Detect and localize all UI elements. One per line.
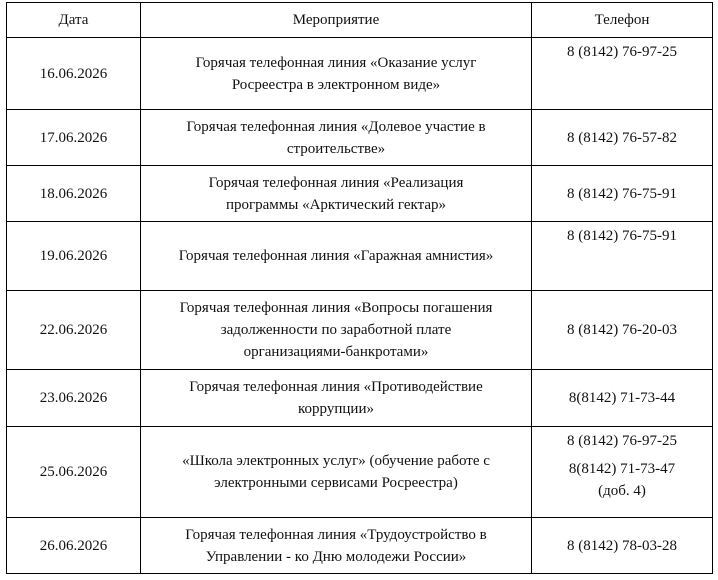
phone-cell <box>532 518 713 574</box>
date-cell: 22.06.2026 <box>7 291 141 370</box>
phone-cell <box>532 166 713 222</box>
date-cell: 17.06.2026 <box>7 110 141 166</box>
event-line: задолженности по заработной плате <box>220 322 452 338</box>
header-event: Мероприятие <box>141 3 532 38</box>
event-line: Горячая телефонная линия «Гаражная амнистия» <box>178 248 494 264</box>
header-phone: Телефон <box>532 3 713 38</box>
header-date: Дата <box>7 3 141 38</box>
event-line: «Школа электронных услуг» (обучение работе с <box>182 453 490 469</box>
table-row <box>7 166 713 222</box>
table-row <box>7 110 713 166</box>
phone-number: 8 (8142) 76-57-82 <box>567 129 677 146</box>
phone-cell <box>532 427 713 518</box>
event-cell <box>141 370 532 427</box>
event-line: Горячая телефонная линия «Реализация <box>208 174 464 191</box>
phone-number: 8(8142) 71-73-47 <box>568 461 676 477</box>
event-line: Горячая телефонная линия «Оказание услуг <box>195 54 477 71</box>
event-line: Горячая телефонная линия «Трудоустройство в <box>185 526 487 543</box>
phone-number: 8(8142) 71-73-44 <box>568 390 676 406</box>
phone-number: 8 (8142) 76-97-25 <box>567 44 677 60</box>
date-cell: 16.06.2026 <box>7 38 141 110</box>
table-row <box>7 38 713 110</box>
table-row <box>7 291 713 370</box>
phone-number: 8 (8142) 76-75-91 <box>567 228 677 244</box>
table-row <box>7 518 713 574</box>
phone-extension: (доб. 4) <box>598 483 646 499</box>
event-cell <box>141 222 532 291</box>
table-row <box>7 427 713 518</box>
event-line: Горячая телефонная линия «Вопросы погашения <box>179 300 493 316</box>
table-header-row <box>7 3 713 38</box>
table-row <box>7 370 713 427</box>
event-line: Горячая телефонная линия «Противодействие <box>189 379 483 395</box>
phone-cell <box>532 222 713 291</box>
event-line: организациями-банкротами» <box>243 344 429 360</box>
table-row <box>7 222 713 291</box>
event-line: программы «Арктический гектар» <box>225 196 447 213</box>
event-cell <box>141 518 532 574</box>
events-table <box>6 2 713 574</box>
phone-cell <box>532 370 713 427</box>
phone-number: 8 (8142) 76-20-03 <box>567 322 677 338</box>
event-line: Росреестра в электронном виде» <box>231 76 441 93</box>
event-line: Горячая телефонная линия «Долевое участие в <box>186 118 486 135</box>
date-cell: 19.06.2026 <box>7 222 141 291</box>
event-line: коррупции» <box>298 401 374 417</box>
event-cell <box>141 38 532 110</box>
phone-cell <box>532 110 713 166</box>
phone-number: 8 (8142) 76-97-25 <box>567 433 677 449</box>
event-line: Управлении - ко Дню молодежи России» <box>205 548 467 565</box>
event-cell <box>141 110 532 166</box>
event-cell <box>141 427 532 518</box>
phone-number: 8 (8142) 76-75-91 <box>567 185 677 202</box>
date-cell: 26.06.2026 <box>7 518 141 574</box>
event-line: электронными сервисами Росреестра) <box>214 475 458 491</box>
date-cell: 23.06.2026 <box>7 370 141 427</box>
date-cell: 18.06.2026 <box>7 166 141 222</box>
event-line: строительстве» <box>286 140 386 157</box>
date-cell: 25.06.2026 <box>7 427 141 518</box>
event-cell <box>141 166 532 222</box>
phone-cell <box>532 38 713 110</box>
event-cell <box>141 291 532 370</box>
phone-cell <box>532 291 713 370</box>
phone-number: 8 (8142) 78-03-28 <box>567 537 677 554</box>
